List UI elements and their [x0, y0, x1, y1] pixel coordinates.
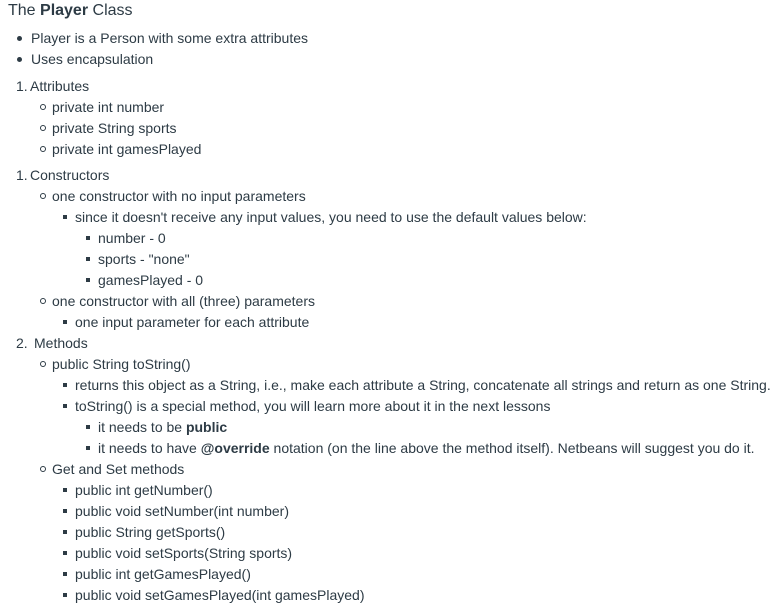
default-value-text: gamesPlayed - 0 [98, 272, 204, 288]
subnote-prefix: it needs to have [98, 440, 201, 456]
subnote-bold: @override [200, 440, 270, 456]
heading-text: Constructors [30, 167, 110, 183]
note-text: toString() is a special method, you will learn more about it in the next lessons [75, 398, 551, 414]
subnote-text [98, 438, 755, 459]
getset-text: public int getGamesPlayed() [75, 566, 251, 582]
note-text: one input parameter for each attribute [75, 314, 310, 330]
heading-text: Methods [34, 335, 88, 351]
default-value-text: number - 0 [98, 230, 166, 246]
subnote-prefix: it needs to be [98, 419, 186, 435]
method-text: Get and Set methods [52, 461, 185, 477]
getset-text: public int getNumber() [75, 482, 213, 498]
constructor-text: one constructor with all (three) parameters [52, 293, 315, 309]
intro-text: Player is a Person with some extra attributes [31, 30, 309, 46]
list-number: 1. [16, 78, 28, 94]
note-text: returns this object as a String, i.e., make each attribute a String, concatenate all strings and return as one String. [75, 377, 771, 393]
heading-text: Attributes [30, 78, 90, 94]
note-text: since it doesn't receive any input values, you need to use the default values below: [75, 209, 587, 225]
subnote-suffix: notation (on the line above the method itself). Netbeans will suggest you do it. [269, 440, 755, 456]
list-number: 2. [16, 335, 28, 351]
getset-text: public void setNumber(int number) [75, 503, 289, 519]
list-number: 1. [16, 167, 28, 183]
subnote-bold: public [185, 419, 228, 435]
constructor-text: one constructor with no input parameters [52, 188, 306, 204]
title-bold: Player [40, 2, 89, 19]
method-text: public String toString() [52, 356, 191, 372]
default-value-text: sports - "none" [98, 251, 190, 267]
title-prefix: The [8, 2, 41, 19]
page-title [8, 0, 133, 22]
attribute-text: private int gamesPlayed [52, 141, 202, 157]
title-suffix: Class [88, 2, 133, 19]
getset-text: public void setGamesPlayed(int gamesPlayed) [75, 587, 365, 603]
subnote-text [98, 417, 227, 438]
attribute-text: private int number [52, 99, 165, 115]
getset-text: public void setSports(String sports) [75, 545, 293, 561]
intro-text: Uses encapsulation [31, 51, 154, 67]
getset-text: public String getSports() [75, 524, 226, 540]
attribute-text: private String sports [52, 120, 177, 136]
